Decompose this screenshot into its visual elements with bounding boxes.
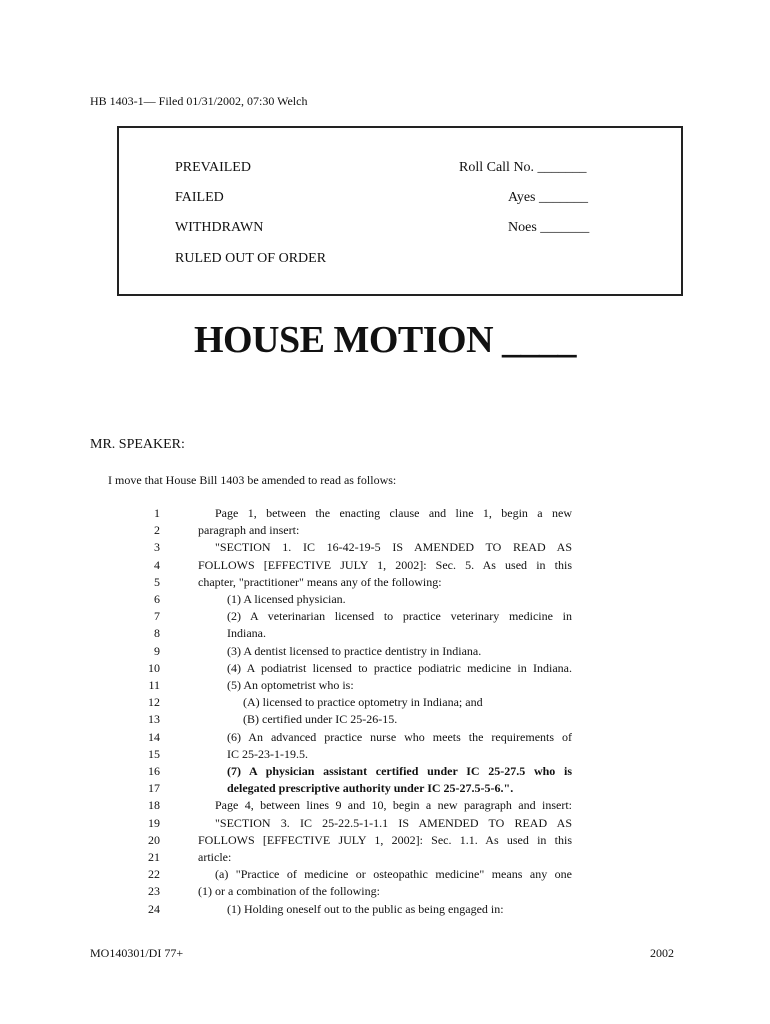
text-line [0, 505, 770, 522]
line-text: chapter, "practitioner" means any of the following: [198, 574, 442, 589]
text-line [0, 832, 770, 849]
line-number: 6 [154, 592, 160, 606]
noes-count: Noes _______ [508, 220, 590, 235]
line-number: 12 [148, 695, 160, 710]
line-number: 3 [154, 540, 160, 555]
line-text: (1) Holding oneself out to the public as being engaged in: [227, 901, 504, 916]
line-number: 11 [148, 678, 160, 692]
status-failed: FAILED [175, 190, 224, 205]
status-withdrawn: WITHDRAWN [175, 220, 264, 235]
status-prevailed: PREVAILED [175, 160, 251, 175]
text-line [0, 643, 770, 660]
text-line [0, 711, 770, 728]
text-line [0, 591, 770, 608]
line-text: FOLLOWS [EFFECTIVE JULY 1, 2002]: Sec. 1.1. As used in this [198, 832, 572, 847]
line-number: 13 [148, 712, 160, 727]
roll-call-number: Roll Call No. _______ [459, 160, 587, 175]
text-line [0, 729, 770, 746]
line-text: "SECTION 3. IC 25-22.5-1-1.1 IS AMENDED TO READ AS [215, 815, 572, 830]
line-text: (5) An optometrist who is: [227, 678, 354, 692]
line-number: 21 [148, 850, 160, 864]
text-line [0, 901, 770, 918]
line-number: 23 [148, 884, 160, 899]
text-line [0, 557, 770, 574]
salutation: MR. SPEAKER: [90, 437, 185, 452]
text-line [0, 763, 770, 780]
text-line [0, 866, 770, 883]
ayes-count: Ayes _______ [508, 190, 588, 205]
text-line [0, 883, 770, 900]
line-number: 2 [154, 523, 160, 538]
line-text: (1) or a combination of the following: [198, 884, 380, 899]
line-number: 19 [148, 815, 160, 830]
line-text: Indiana. [227, 626, 266, 641]
document-id: MO140301/DI 77+ [90, 946, 184, 960]
line-number: 8 [154, 626, 160, 641]
text-line [0, 849, 770, 866]
line-text: (3) A dentist licensed to practice dentistry in Indiana. [227, 643, 482, 658]
text-line [0, 608, 770, 625]
line-text: Page 1, between the enacting clause and line 1, begin a new [215, 506, 572, 520]
vote-status-box [117, 126, 683, 296]
text-line [0, 780, 770, 797]
line-number: 7 [154, 609, 160, 624]
line-number: 17 [148, 781, 160, 796]
text-line [0, 746, 770, 763]
line-number: 4 [154, 557, 160, 572]
text-line [0, 677, 770, 694]
line-text: paragraph and insert: [198, 523, 300, 538]
text-line [0, 625, 770, 642]
line-text: (7) A physician assistant certified under IC 25-27.5 who is [227, 764, 572, 778]
line-text: (2) A veterinarian licensed to practice veterinary medicine in [227, 609, 572, 624]
motion-intro: I move that House Bill 1403 be amended to read as follows: [108, 473, 397, 487]
line-text: (1) A licensed physician. [227, 592, 346, 606]
line-text: (6) An advanced practice nurse who meets the requirements of [227, 729, 572, 744]
text-line [0, 694, 770, 711]
line-text: (4) A podiatrist licensed to practice podiatric medicine in Indiana. [227, 660, 572, 675]
text-line [0, 660, 770, 677]
status-ruled-out-of-order: RULED OUT OF ORDER [175, 251, 327, 266]
line-number: 24 [148, 901, 160, 916]
line-number: 20 [148, 832, 160, 847]
text-line [0, 522, 770, 539]
line-text: IC 25-23-1-19.5. [227, 746, 308, 761]
line-text: article: [198, 850, 232, 864]
text-line [0, 539, 770, 556]
line-text: (a) "Practice of medicine or osteopathic medicine" means any one [215, 867, 572, 882]
line-text: delegated prescriptive authority under IC 25-27.5-5-6.". [227, 781, 514, 796]
line-text: FOLLOWS [EFFECTIVE JULY 1, 2002]: Sec. 5. As used in this [198, 557, 572, 572]
line-number: 10 [148, 660, 160, 675]
line-number: 16 [148, 764, 160, 778]
text-line [0, 815, 770, 832]
line-number: 5 [154, 574, 160, 589]
line-number: 15 [148, 746, 160, 761]
line-text: (A) licensed to practice optometry in Indiana; and [243, 695, 483, 710]
filing-line: HB 1403-1— Filed 01/31/2002, 07:30 Welch [90, 94, 308, 108]
line-number: 22 [148, 867, 160, 882]
line-number: 9 [154, 643, 160, 658]
line-number: 1 [154, 506, 160, 520]
line-text: Page 4, between lines 9 and 10, begin a new paragraph and insert: [215, 798, 572, 813]
line-number: 14 [148, 729, 160, 744]
line-number: 18 [148, 798, 160, 813]
motion-title: HOUSE MOTION ____ [193, 319, 577, 361]
document-year: 2002 [650, 946, 674, 960]
line-text: (B) certified under IC 25-26-15. [243, 712, 398, 727]
line-text: "SECTION 1. IC 16-42-19-5 IS AMENDED TO READ AS [215, 540, 572, 555]
text-line [0, 797, 770, 814]
text-line [0, 574, 770, 591]
